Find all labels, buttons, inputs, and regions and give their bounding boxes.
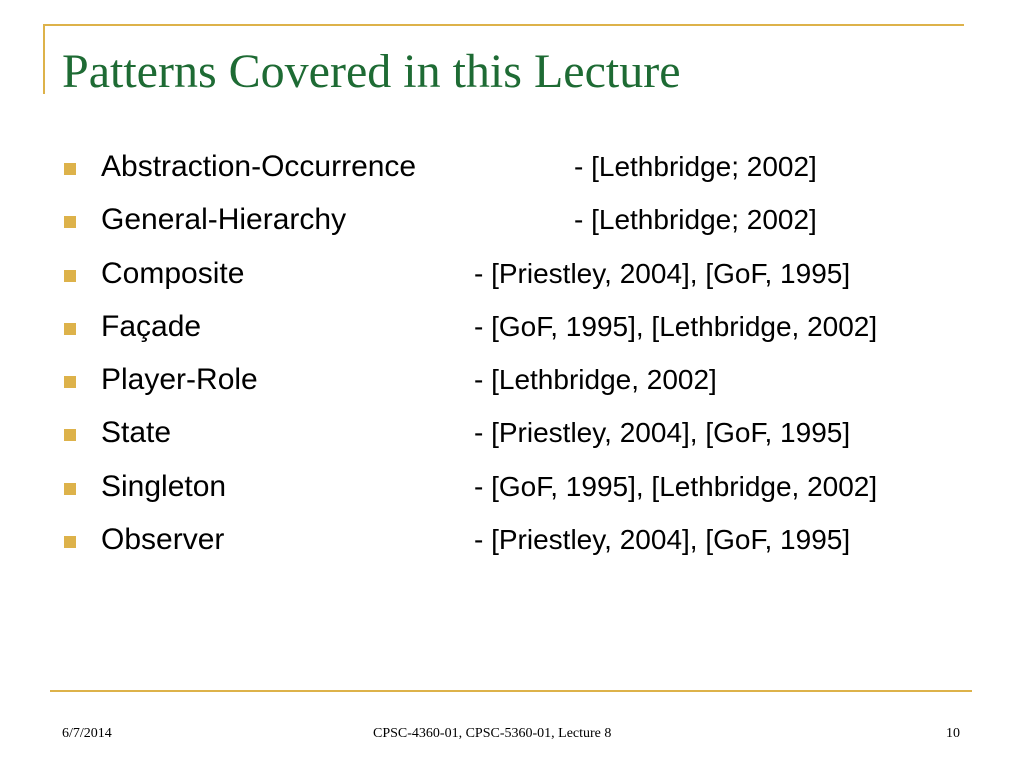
square-bullet-icon [64, 163, 76, 175]
square-bullet-icon [64, 536, 76, 548]
list-item [0, 246, 1024, 299]
list-item [0, 405, 1024, 458]
square-bullet-icon [64, 376, 76, 388]
pattern-name: Singleton [101, 469, 227, 503]
pattern-list [0, 139, 1024, 565]
list-item [0, 512, 1024, 565]
pattern-reference: - [Lethbridge, 2002] [474, 364, 717, 396]
pattern-reference: - [GoF, 1995], [Lethbridge, 2002] [474, 470, 878, 502]
pattern-name: Player-Role [101, 363, 258, 397]
pattern-name: Façade [101, 309, 202, 343]
square-bullet-icon [64, 216, 76, 228]
pattern-reference: - [Priestley, 2004], [GoF, 1995] [474, 417, 851, 449]
pattern-reference: - [Lethbridge; 2002] [574, 204, 817, 236]
footer-course-label: CPSC-4360-01, CPSC-5360-01, Lecture 8 [373, 726, 612, 741]
slide-title: Patterns Covered in this Lecture [62, 45, 681, 98]
footer-page-number: 10 [946, 726, 960, 741]
square-bullet-icon [64, 270, 76, 282]
pattern-name: Abstraction-Occurrence [101, 150, 417, 183]
list-item [0, 192, 1024, 245]
pattern-reference: - [Lethbridge; 2002] [574, 151, 817, 182]
pattern-name: General-Hierarchy [101, 203, 347, 237]
pattern-reference: - [Priestley, 2004], [GoF, 1995] [474, 524, 851, 556]
pattern-name: Observer [101, 523, 225, 557]
footer-divider [50, 690, 972, 692]
list-item [0, 352, 1024, 405]
list-item [0, 139, 1024, 192]
title-frame-top-rule [43, 24, 964, 26]
list-item [0, 459, 1024, 512]
pattern-reference: - [Priestley, 2004], [GoF, 1995] [474, 257, 851, 289]
pattern-name: State [101, 416, 172, 450]
square-bullet-icon [64, 483, 76, 495]
footer-date: 6/7/2014 [62, 726, 112, 741]
square-bullet-icon [64, 323, 76, 335]
title-frame-left-rule [43, 24, 45, 94]
list-item [0, 299, 1024, 352]
pattern-name: Composite [101, 256, 245, 290]
pattern-reference: - [GoF, 1995], [Lethbridge, 2002] [474, 310, 878, 342]
square-bullet-icon [64, 429, 76, 441]
